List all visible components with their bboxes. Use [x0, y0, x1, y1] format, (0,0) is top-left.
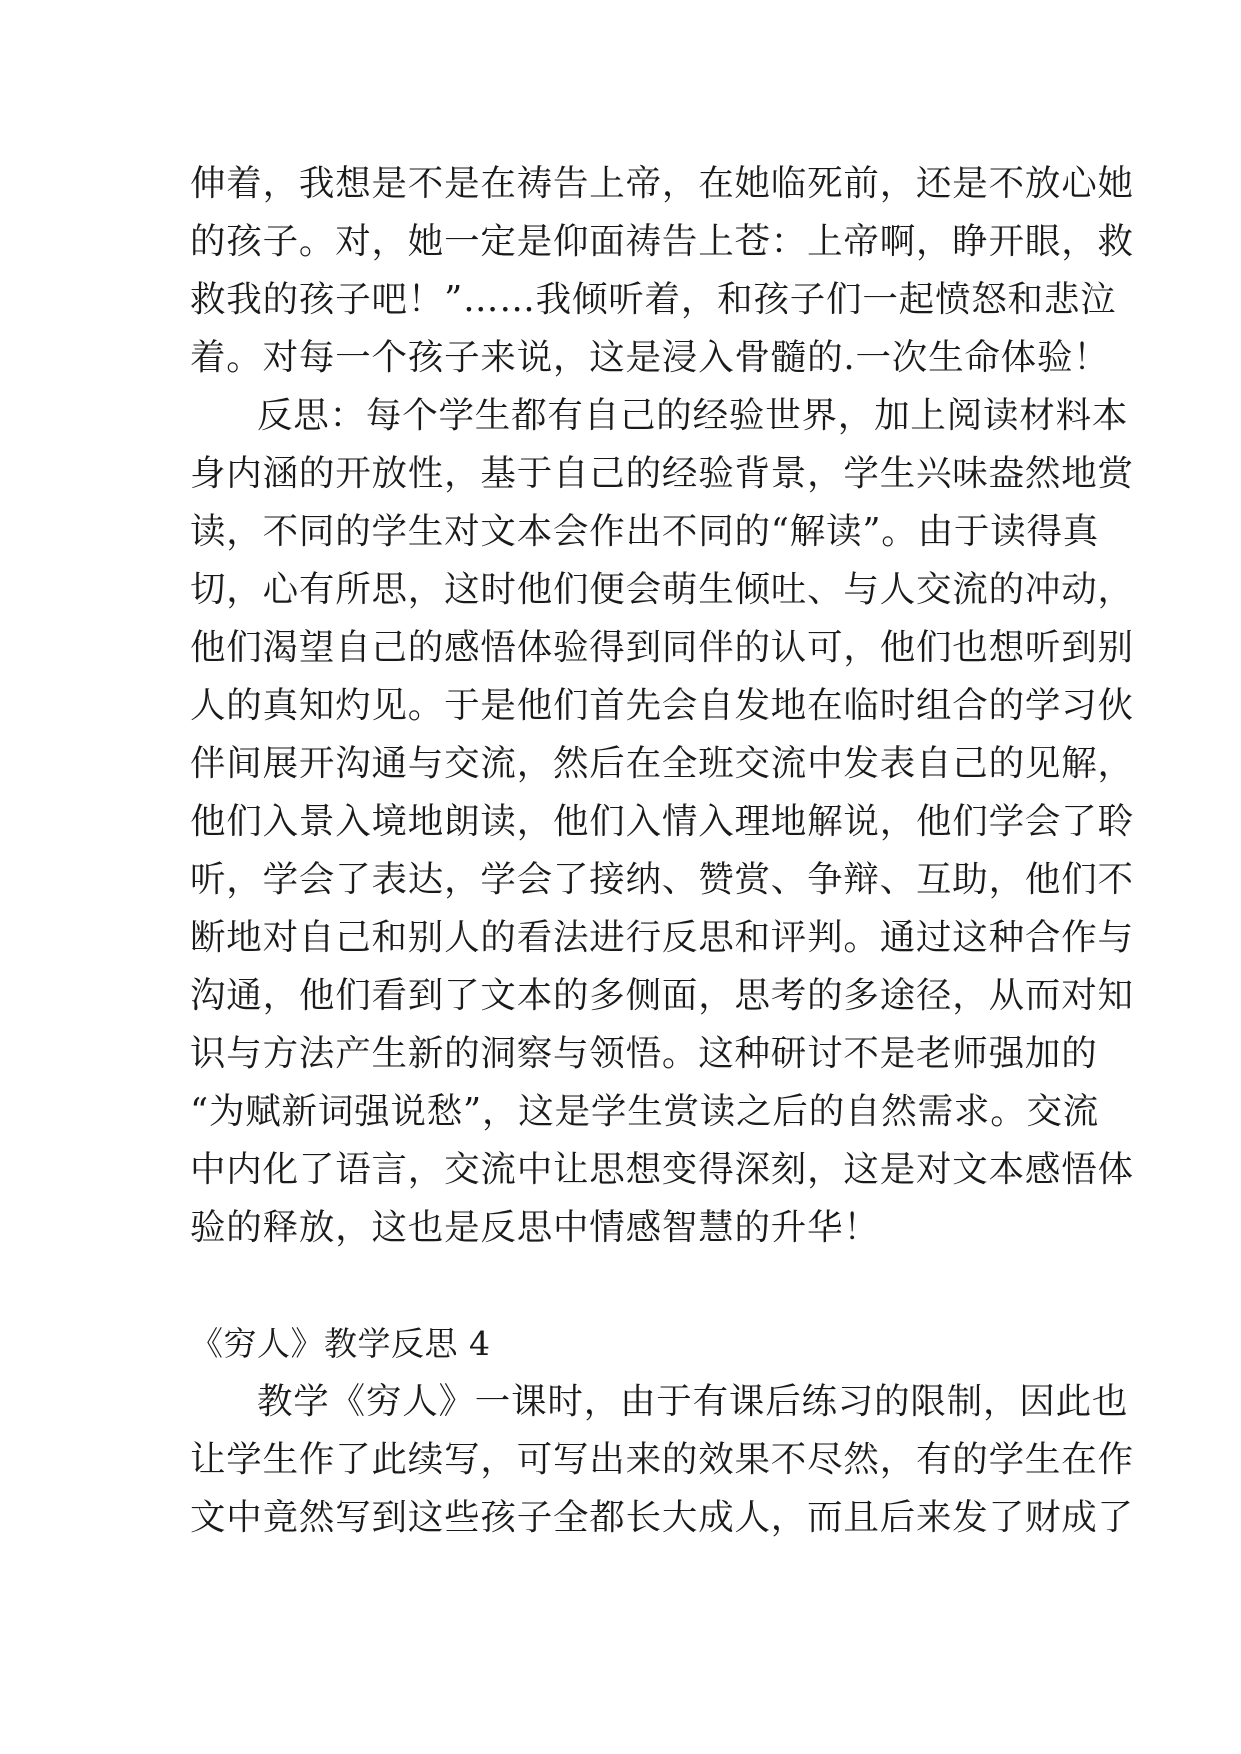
paragraph-2-line: 他们渴望自己的感悟体验得到同伴的认可，他们也想听到别 — [190, 627, 1134, 668]
paragraph-2-line: 听，学会了表达，学会了接纳、赞赏、争辩、互助，他们不 — [190, 859, 1134, 900]
paragraph-2-line: 识与方法产生新的洞察与领悟。这种研讨不是老师强加的 — [190, 1033, 1098, 1074]
paragraph-2-line: 他们入景入境地朗读，他们入情入理地解说，他们学会了聆 — [190, 801, 1134, 842]
paragraph-3-line: 教学《穷人》一课时，由于有课后练习的限制，因此也 — [257, 1381, 1129, 1422]
paragraph-2-line: 断地对自己和别人的看法进行反思和评判。通过这种合作与 — [190, 917, 1134, 958]
section-heading: 《穷人》教学反思 4 — [190, 1324, 491, 1363]
paragraph-2-line: 人的真知灼见。于是他们首先会自发地在临时组合的学习伙 — [190, 685, 1134, 726]
paragraph-1-line: 伸着，我想是不是在祷告上帝，在她临死前，还是不放心她 — [190, 163, 1134, 204]
paragraph-1-line: 救我的孩子吧！”……我倾听着，和孩子们一起愤怒和悲泣 — [190, 279, 1117, 320]
paragraph-2-line: 沟通，他们看到了文本的多侧面，思考的多途径，从而对知 — [190, 975, 1134, 1016]
paragraph-2-line: 中内化了语言，交流中让思想变得深刻，这是对文本感悟体 — [190, 1149, 1134, 1190]
paragraph-2-line: 读，不同的学生对文本会作出不同的“解读”。由于读得真 — [190, 511, 1100, 552]
paragraph-2-line: 验的释放，这也是反思中情感智慧的升华！ — [190, 1207, 880, 1248]
paragraph-2-line: 切，心有所思，这时他们便会萌生倾吐、与人交流的冲动， — [190, 569, 1134, 610]
paragraph-2-line: 反思：每个学生都有自己的经验世界，加上阅读材料本 — [257, 395, 1129, 436]
paragraph-2-line: 伴间展开沟通与交流，然后在全班交流中发表自己的见解， — [190, 743, 1134, 784]
paragraph-1-line: 着。对每一个孩子来说，这是浸入骨髓的.一次生命体验！ — [190, 337, 1110, 378]
paragraph-2-line: “为赋新词强说愁”，这是学生赏读之后的自然需求。交流 — [190, 1091, 1100, 1132]
paragraph-3-line: 让学生作了此续写，可写出来的效果不尽然，有的学生在作 — [190, 1439, 1134, 1480]
paragraph-3-line: 文中竟然写到这些孩子全都长大成人，而且后来发了财成了 — [190, 1497, 1134, 1538]
paragraph-1-line: 的孩子。对，她一定是仰面祷告上苍：上帝啊，睁开眼，救 — [190, 221, 1134, 262]
paragraph-2-line: 身内涵的开放性，基于自己的经验背景，学生兴味盎然地赏 — [190, 453, 1134, 494]
